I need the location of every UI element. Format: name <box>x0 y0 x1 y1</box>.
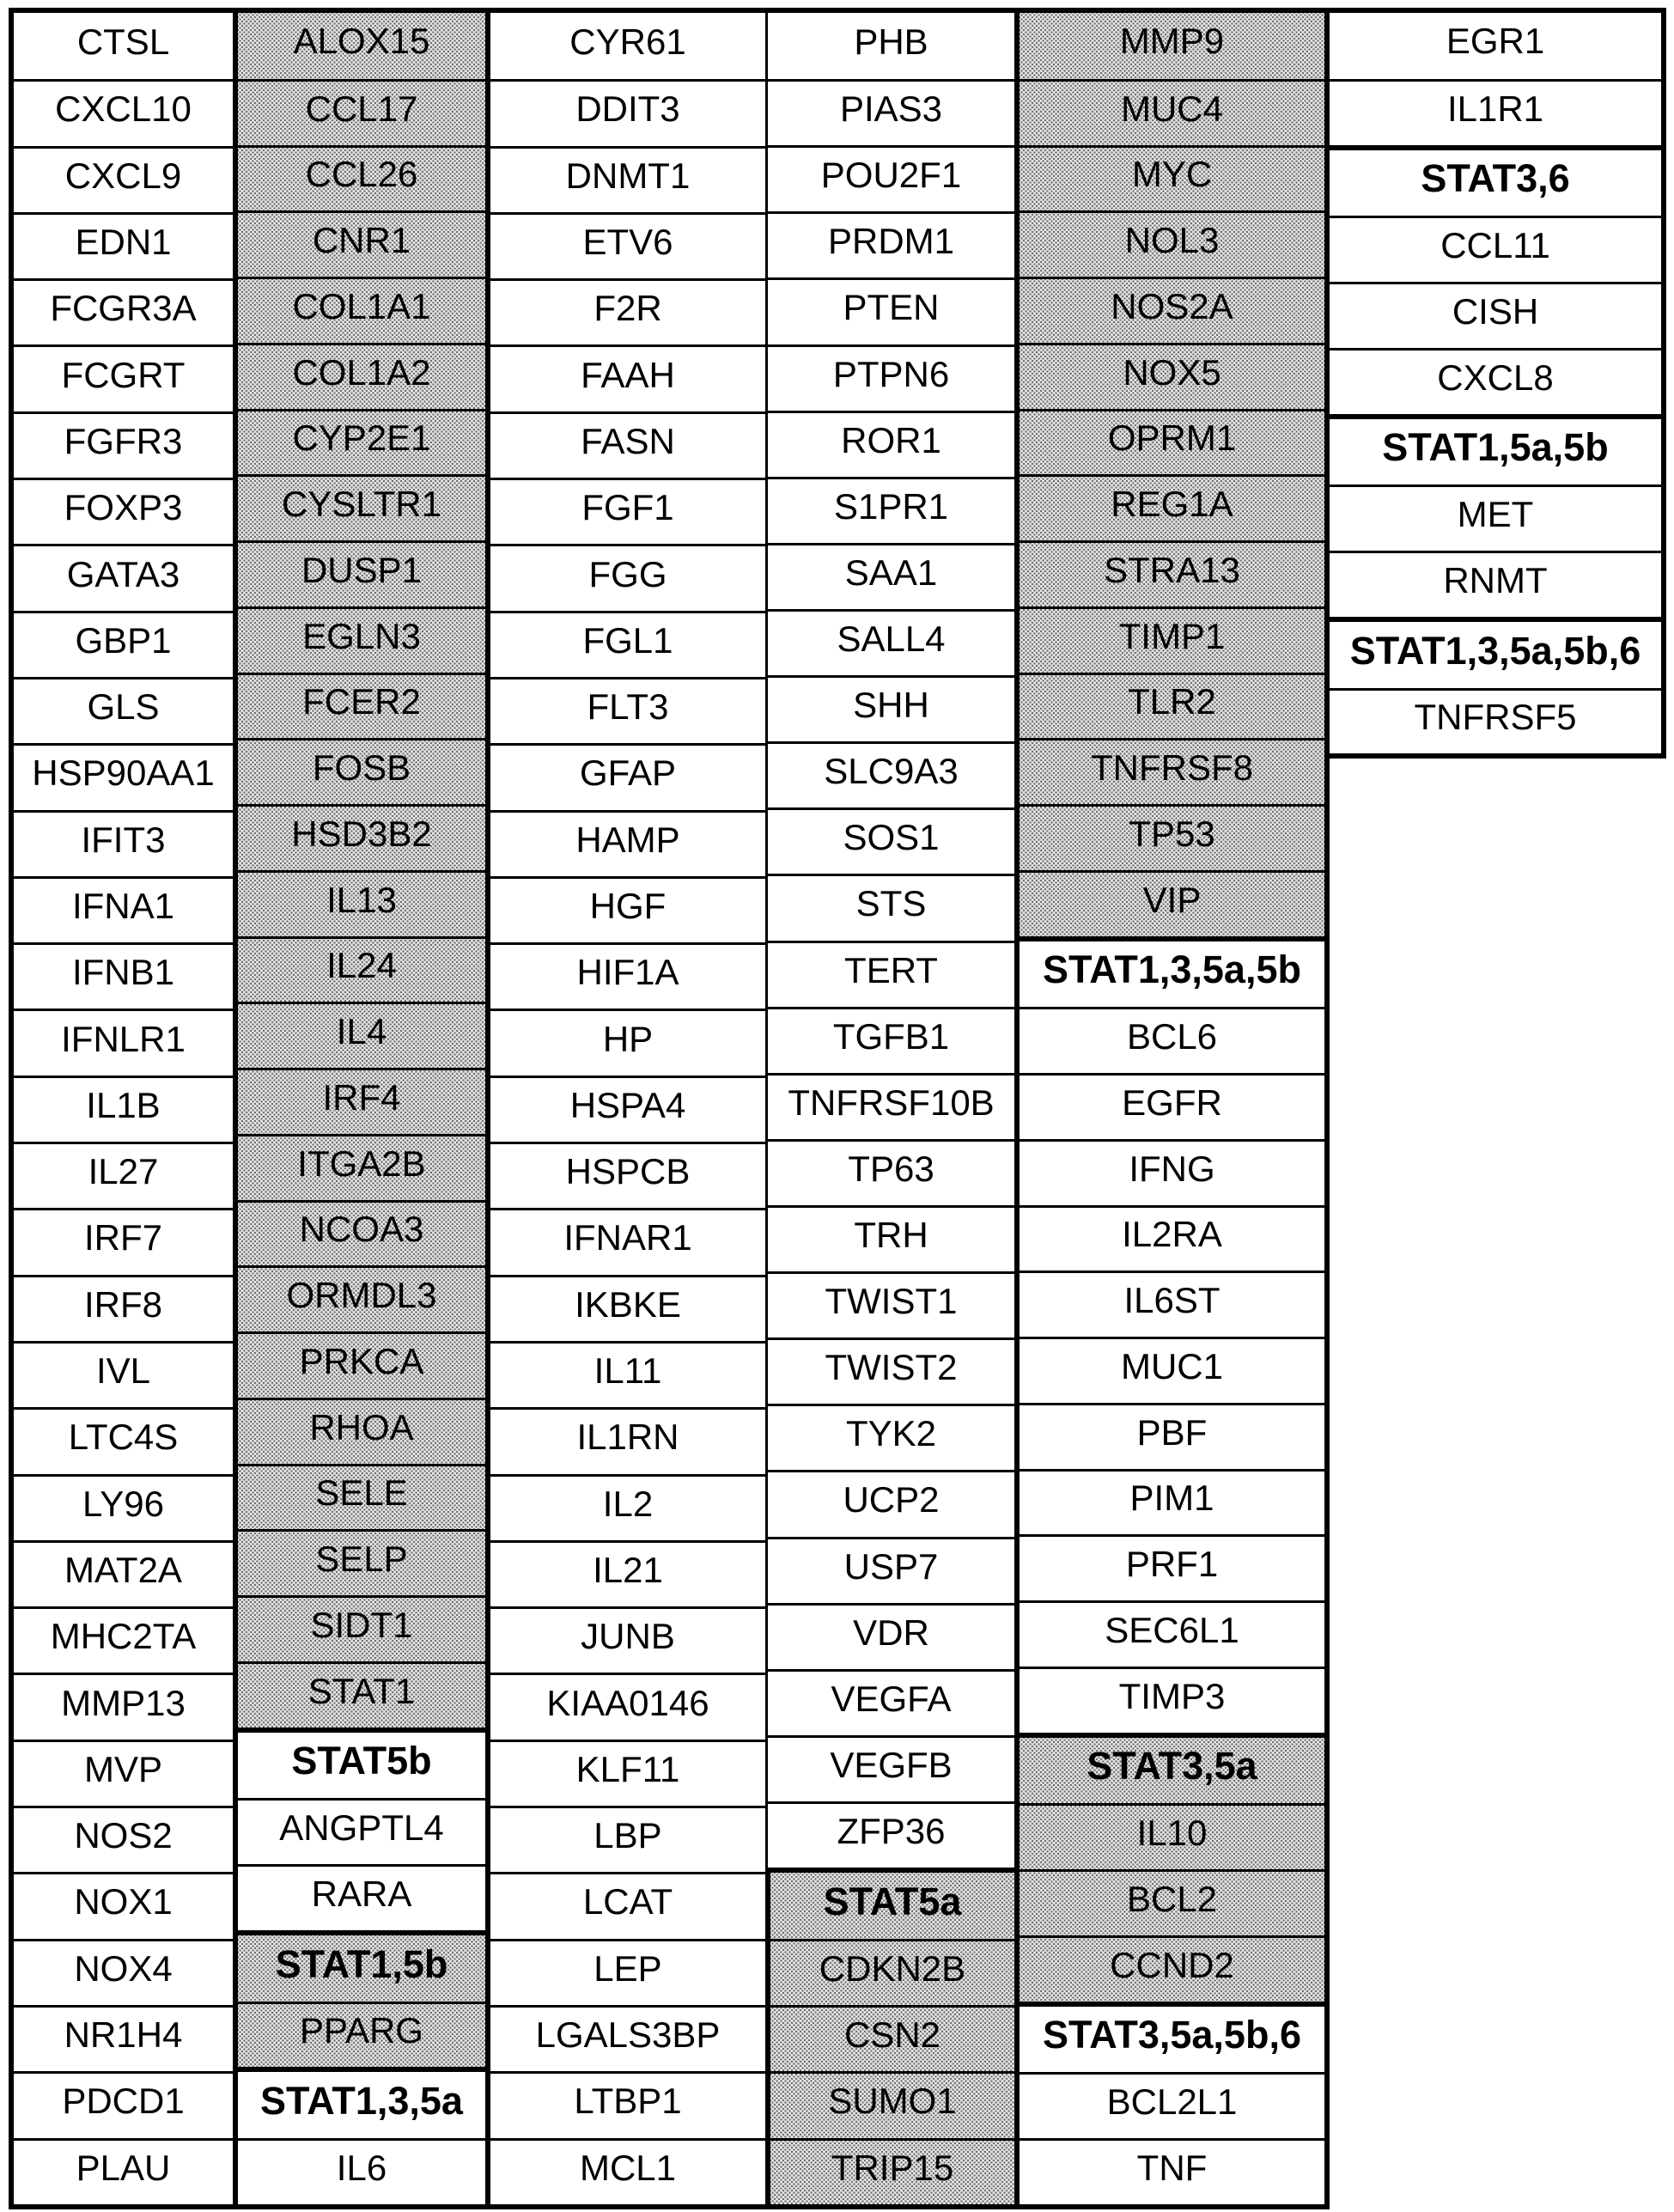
gene-cell: RARA <box>238 1864 485 1930</box>
gene-cell: IRF4 <box>238 1068 485 1134</box>
stat-group-block <box>1324 145 1666 419</box>
gene-cell: LTBP1 <box>490 2071 765 2137</box>
gene-cell: GATA3 <box>14 544 233 610</box>
gene-cell: TP53 <box>1020 804 1324 870</box>
gene-cell: IL21 <box>490 1540 765 1606</box>
gene-cell: IL1B <box>14 1076 233 1142</box>
gene-cell: EGLN3 <box>238 606 485 673</box>
gene-cell: OPRM1 <box>1020 409 1324 475</box>
gene-cell: FLT3 <box>490 677 765 743</box>
gene-cell: PRKCA <box>238 1331 485 1398</box>
gene-cell: ETV6 <box>490 212 765 278</box>
gene-cell: MYC <box>1020 145 1324 211</box>
gene-cell: NOX1 <box>14 1872 233 1938</box>
gene-cell: RNMT <box>1330 551 1661 617</box>
stat-header-cell: STAT3,5a,5b,6 <box>1043 2013 1301 2057</box>
gene-cell: ALOX15 <box>293 21 430 62</box>
gene-cell: HGF <box>490 876 765 942</box>
gene-cell: CXCL10 <box>14 79 233 145</box>
gene-column-3 <box>485 8 768 2209</box>
gene-cell: DNMT1 <box>490 146 765 212</box>
gene-cell: ANGPTL4 <box>238 1798 485 1864</box>
gene-cell: BCL2L1 <box>1020 2072 1324 2138</box>
gene-column-5 <box>1014 8 1330 2209</box>
gene-cell: PDCD1 <box>14 2071 233 2137</box>
gene-cell: IFNAR1 <box>490 1208 765 1274</box>
gene-cell: NOS2A <box>1020 277 1324 343</box>
gene-cell: FCER2 <box>238 673 485 739</box>
gene-cell: IFIT3 <box>14 810 233 876</box>
gene-cell: MMP9 <box>1119 21 1225 62</box>
gene-cell: CYP2E1 <box>238 409 485 475</box>
gene-cell: TRIP15 <box>770 2138 1014 2204</box>
stat-group-block <box>1324 414 1666 622</box>
stat-header-cell: STAT5a <box>823 1880 962 1924</box>
gene-cell: LBP <box>490 1806 765 1872</box>
gene-cell: HAMP <box>490 810 765 876</box>
gene-cell: FGFR3 <box>14 411 233 478</box>
stat-group-block <box>233 2067 490 2209</box>
gene-cell: USP7 <box>768 1537 1014 1603</box>
gene-cell: CISH <box>1330 282 1661 348</box>
stat-header-cell: STAT1,5b <box>275 1941 448 1986</box>
gene-cell: IL1RN <box>490 1407 765 1473</box>
gene-cell: KIAA0146 <box>490 1673 765 1739</box>
gene-cell: HSPA4 <box>490 1076 765 1142</box>
gene-cell: SELE <box>238 1464 485 1530</box>
gene-cell: IFNG <box>1020 1139 1324 1205</box>
gene-cell: MAT2A <box>14 1540 233 1606</box>
gene-cell: MUC4 <box>1020 79 1324 145</box>
gene-cell: STRA13 <box>1020 540 1324 606</box>
gene-cell: BCL2 <box>1020 1869 1324 1935</box>
gene-cell: FGG <box>490 544 765 610</box>
gene-cell: FGL1 <box>490 611 765 677</box>
gene-block <box>233 8 490 1733</box>
gene-cell: FASN <box>490 411 765 478</box>
gene-cell: HIF1A <box>490 942 765 1009</box>
gene-cell: F2R <box>490 278 765 344</box>
stat-header-cell: STAT1,5a,5b <box>1382 425 1609 470</box>
gene-column-6 <box>1324 8 1666 759</box>
gene-cell: POU2F1 <box>768 145 1014 211</box>
gene-cell: FAAH <box>490 344 765 411</box>
gene-cell: S1PR1 <box>768 477 1014 543</box>
gene-cell: PPARG <box>238 2002 485 2068</box>
gene-cell: EGFR <box>1020 1073 1324 1139</box>
gene-cell: IRF7 <box>14 1208 233 1274</box>
gene-cell: HSP90AA1 <box>14 743 233 809</box>
stat-group-block <box>1014 936 1330 1738</box>
gene-cell: NCOA3 <box>238 1200 485 1266</box>
gene-cell: GFAP <box>490 743 765 809</box>
gene-cell: DUSP1 <box>238 540 485 606</box>
gene-cell: UCP2 <box>768 1470 1014 1536</box>
gene-cell: GLS <box>14 677 233 743</box>
gene-cell: CSN2 <box>770 2005 1014 2071</box>
gene-cell: SLC9A3 <box>768 741 1014 807</box>
stat-group-block <box>1014 2002 1330 2209</box>
gene-cell: TWIST1 <box>768 1271 1014 1338</box>
gene-cell: CCND2 <box>1020 1935 1324 2002</box>
gene-cell: SOS1 <box>768 807 1014 874</box>
gene-cell: TRH <box>768 1205 1014 1271</box>
gene-cell: IRF8 <box>14 1275 233 1341</box>
gene-cell: KLF11 <box>490 1740 765 1806</box>
gene-cell: ORMDL3 <box>238 1265 485 1331</box>
gene-cell: LY96 <box>14 1474 233 1540</box>
gene-cell: SUMO1 <box>770 2071 1014 2137</box>
gene-cell: MVP <box>14 1740 233 1806</box>
gene-block <box>1324 8 1666 150</box>
gene-cell: SALL4 <box>768 609 1014 675</box>
gene-cell: JUNB <box>490 1606 765 1673</box>
gene-cell: ITGA2B <box>238 1134 485 1200</box>
gene-cell: TNFRSF10B <box>768 1073 1014 1139</box>
gene-cell: STAT1 <box>238 1661 485 1728</box>
gene-cell: IKBKE <box>490 1275 765 1341</box>
gene-cell: FOXP3 <box>14 478 233 544</box>
gene-cell: SEC6L1 <box>1020 1600 1324 1667</box>
gene-cell: IVL <box>14 1341 233 1407</box>
gene-cell: IL24 <box>238 936 485 1002</box>
gene-cell: FCGR3A <box>14 278 233 344</box>
gene-cell: CXCL8 <box>1330 348 1661 414</box>
gene-cell: COL1A1 <box>238 277 485 343</box>
stat-header-cell: STAT1,3,5a <box>260 2079 463 2124</box>
gene-cell: NR1H4 <box>14 2005 233 2071</box>
stat-target-gene-table <box>9 8 1666 2209</box>
stat-group-block <box>1014 1733 1330 2007</box>
gene-cell: CCL11 <box>1330 216 1661 282</box>
gene-cell: ZFP36 <box>768 1801 1014 1868</box>
gene-cell: TYK2 <box>768 1404 1014 1470</box>
gene-cell: FGF1 <box>490 478 765 544</box>
gene-cell: IL2 <box>490 1474 765 1540</box>
gene-cell: TIMP1 <box>1020 606 1324 673</box>
gene-cell: GBP1 <box>14 611 233 677</box>
gene-cell: MHC2TA <box>14 1606 233 1673</box>
gene-cell: TNFRSF8 <box>1020 738 1324 804</box>
gene-cell: HSD3B2 <box>238 804 485 870</box>
gene-cell: PIAS3 <box>768 79 1014 145</box>
gene-column-2 <box>233 8 490 2209</box>
gene-cell: PTEN <box>768 277 1014 344</box>
gene-cell: BCL6 <box>1020 1007 1324 1073</box>
gene-cell: TERT <box>768 941 1014 1007</box>
gene-cell: IL1R1 <box>1330 79 1661 145</box>
gene-column-1 <box>9 8 238 2209</box>
stat-header-cell: STAT3,5a <box>1087 1744 1257 1788</box>
gene-cell: MCL1 <box>490 2138 765 2204</box>
gene-cell: NOL3 <box>1020 210 1324 277</box>
gene-cell: LCAT <box>490 1872 765 1938</box>
gene-cell: IFNA1 <box>14 876 233 942</box>
gene-block <box>765 8 1020 1873</box>
gene-cell: TP63 <box>768 1139 1014 1205</box>
gene-cell: CCL26 <box>238 145 485 211</box>
gene-cell: VEGFA <box>768 1669 1014 1735</box>
gene-cell: PHB <box>854 21 928 62</box>
gene-cell: CTSL <box>76 21 170 62</box>
gene-cell: TGFB1 <box>768 1007 1014 1073</box>
gene-cell: TNFRSF5 <box>1330 688 1661 754</box>
gene-block <box>485 8 768 2209</box>
gene-cell: IL4 <box>238 1002 485 1068</box>
gene-cell: TNF <box>1020 2138 1324 2204</box>
gene-cell: COL1A2 <box>238 343 485 409</box>
gene-cell: CDKN2B <box>770 1939 1014 2005</box>
gene-cell: CCL17 <box>238 79 485 145</box>
gene-cell: IL10 <box>1020 1803 1324 1869</box>
stat-header-cell: STAT3,6 <box>1421 156 1570 201</box>
gene-cell: SAA1 <box>768 543 1014 609</box>
gene-cell: IL6 <box>238 2138 485 2204</box>
gene-cell: MET <box>1330 484 1661 551</box>
stat-group-block <box>233 1728 490 1935</box>
gene-block <box>9 8 238 2209</box>
gene-column-4 <box>765 8 1020 2209</box>
gene-cell: LGALS3BP <box>490 2005 765 2071</box>
gene-cell: IL27 <box>14 1142 233 1208</box>
gene-cell: PTPN6 <box>768 344 1014 411</box>
gene-cell: VEGFB <box>768 1735 1014 1801</box>
gene-cell: VDR <box>768 1603 1014 1669</box>
gene-cell: CXCL9 <box>14 146 233 212</box>
gene-cell: MMP13 <box>14 1673 233 1739</box>
gene-cell: EDN1 <box>14 212 233 278</box>
gene-cell: VIP <box>1020 870 1324 936</box>
stat-header-cell: STAT5b <box>291 1739 432 1783</box>
gene-cell: FCGRT <box>14 344 233 411</box>
gene-cell: HP <box>490 1009 765 1075</box>
gene-cell: PRDM1 <box>768 211 1014 277</box>
gene-cell: DDIT3 <box>490 79 765 145</box>
gene-cell: EGR1 <box>1446 21 1545 62</box>
gene-cell: IFNB1 <box>14 942 233 1009</box>
gene-block <box>1014 8 1330 941</box>
gene-cell: STS <box>768 874 1014 940</box>
gene-cell: CNR1 <box>238 210 485 277</box>
gene-cell: IL13 <box>238 870 485 936</box>
gene-cell: NOX4 <box>14 1939 233 2005</box>
gene-cell: CYR61 <box>569 21 686 62</box>
gene-cell: PRF1 <box>1020 1534 1324 1600</box>
stat-group-block <box>233 1930 490 2073</box>
gene-cell: SHH <box>768 675 1014 741</box>
stat-header-cell: STAT1,3,5a,5b <box>1043 948 1301 992</box>
gene-cell: RHOA <box>238 1398 485 1464</box>
gene-cell: IFNLR1 <box>14 1009 233 1075</box>
gene-cell: PBF <box>1020 1403 1324 1469</box>
gene-cell: PIM1 <box>1020 1469 1324 1535</box>
gene-cell: SIDT1 <box>238 1595 485 1661</box>
gene-cell: NOS2 <box>14 1806 233 1872</box>
gene-cell: IL2RA <box>1020 1205 1324 1271</box>
gene-cell: PLAU <box>14 2138 233 2204</box>
gene-cell: HSPCB <box>490 1142 765 1208</box>
gene-cell: IL6ST <box>1020 1271 1324 1337</box>
gene-cell: CYSLTR1 <box>238 474 485 540</box>
gene-cell: NOX5 <box>1020 343 1324 409</box>
gene-cell: ROR1 <box>768 411 1014 477</box>
gene-cell: SELP <box>238 1529 485 1595</box>
gene-cell: REG1A <box>1020 474 1324 540</box>
stat-group-block <box>1324 617 1666 759</box>
stat-header-cell: STAT1,3,5a,5b,6 <box>1349 628 1641 673</box>
gene-cell: FOSB <box>238 738 485 804</box>
gene-cell: TIMP3 <box>1020 1667 1324 1733</box>
gene-cell: TLR2 <box>1020 673 1324 739</box>
stat-group-block <box>765 1868 1020 2209</box>
gene-cell: MUC1 <box>1020 1337 1324 1403</box>
gene-cell: TWIST2 <box>768 1338 1014 1404</box>
gene-cell: IL11 <box>490 1341 765 1407</box>
gene-cell: LEP <box>490 1939 765 2005</box>
gene-cell: LTC4S <box>14 1407 233 1473</box>
